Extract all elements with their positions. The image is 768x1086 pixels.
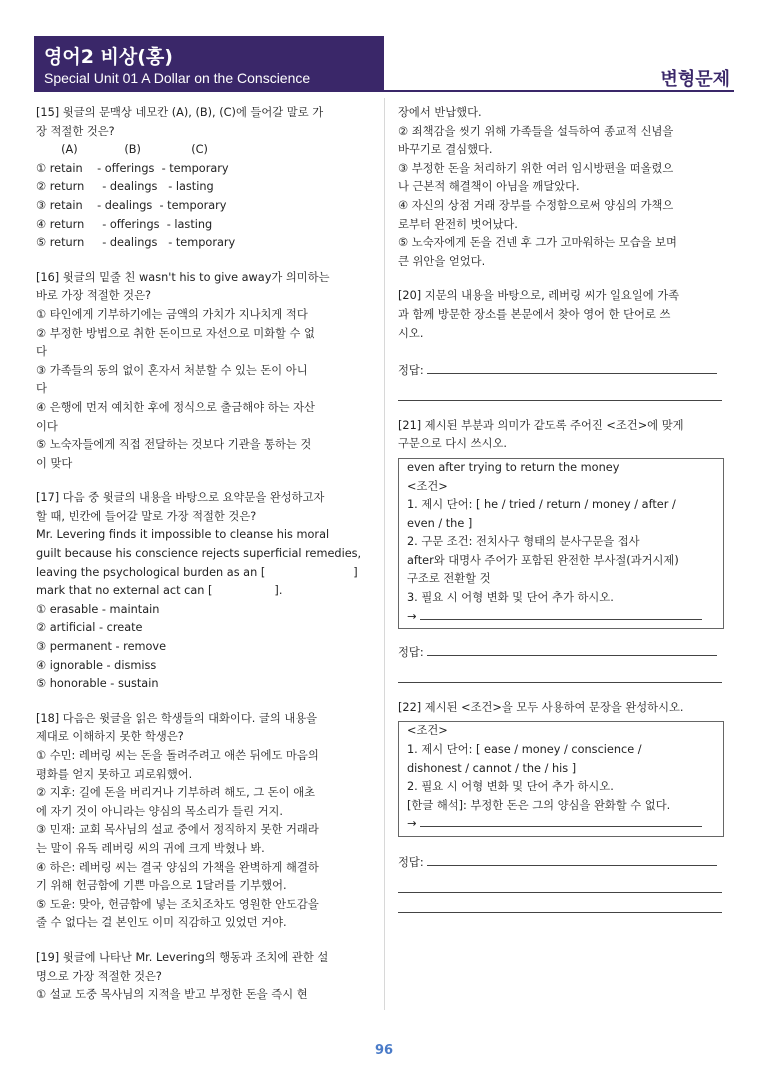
q21-answer-line[interactable] (427, 643, 717, 656)
q19-stem: 명으로 가장 적절한 것은? (36, 969, 162, 983)
q18-line: 에 자기 것이 아니라는 양심의 목소리가 들린 거지. (36, 804, 283, 818)
q22-extra-line-1[interactable] (398, 891, 722, 893)
q16-option: ④ 은행에 먼저 예치한 후에 정식으로 출금해야 하는 자산 (36, 400, 315, 414)
q15-stem: [15] 윗글의 문맥상 네모칸 (A), (B), (C)에 들어갈 말로 가 (36, 106, 324, 119)
q21-box-line: even after trying to return the money (407, 460, 620, 474)
q15-option: ④ return - offerings - lasting (36, 217, 213, 231)
page-number: 96 (374, 1043, 394, 1058)
q16-stem: 바로 가장 적절한 것은? (36, 289, 151, 303)
q22-box-line: 2. 필요 시 어형 변화 및 단어 추가 하시오. (407, 780, 614, 794)
q16-option: 이다 (36, 419, 58, 433)
q17-stem: 할 때, 빈칸에 들어갈 말로 가장 적절한 것은? (36, 509, 257, 523)
q15-option: ② return - dealings - lasting (36, 180, 214, 194)
q19-option: 바꾸기로 결심했다. (398, 143, 493, 157)
q17-option: ④ ignorable - dismiss (36, 658, 157, 672)
q16-option: 다 (36, 345, 47, 359)
q19-option: 장에서 반납했다. (398, 106, 482, 119)
header-section-label: 변형문제 (660, 69, 730, 90)
q18-line: ① 수민: 레버링 씨는 돈을 돌려주려고 애쓴 뒤에도 마음의 (36, 749, 319, 762)
q22-write-line[interactable] (420, 816, 702, 827)
q21-box-line: 구조로 전환할 것 (407, 572, 491, 586)
q16-option: ⑤ 노숙자들에게 직접 전달하는 것보다 기관을 통하는 것 (36, 438, 312, 452)
q21-write-line[interactable] (420, 609, 702, 620)
q22-answer-line[interactable] (427, 853, 717, 866)
q19-option: 나 근본적 해결책이 아님을 깨달았다. (398, 180, 580, 194)
q18-stem: [18] 다음은 윗글을 읽은 학생들의 대화이다. 글의 내용을 (36, 711, 318, 725)
q17-summary: Mr. Levering finds it impossible to cleanse his moral (36, 528, 330, 542)
q17-option: ⑤ honorable - sustain (36, 677, 159, 691)
q19-option: ③ 부정한 돈을 처리하기 위한 여러 임시방편을 떠올렸으 (398, 161, 674, 175)
q22-extra-line-2[interactable] (398, 911, 722, 913)
q20-extra-line[interactable] (398, 399, 722, 401)
q22-stem: [22] 제시된 <조건>을 모두 사용하여 문장을 완성하시오. (398, 700, 684, 714)
q18-line: 기 위해 헌금함에 기쁜 마음으로 1달러를 기부했어. (36, 879, 287, 893)
q18-line: ④ 하은: 레버링 씨는 결국 양심의 가책을 완벽하게 해결하 (36, 860, 319, 874)
q20-stem: 과 함께 방문한 장소를 본문에서 찾아 영어 한 단어로 쓰 (398, 307, 671, 321)
q21-stem: 구문으로 다시 쓰시오. (398, 437, 507, 451)
q19-option: 로부터 완전히 벗어났다. (398, 217, 518, 231)
q17-summary: guilt because his conscience rejects superficial remedies, (36, 547, 362, 561)
q22-box-line: 1. 제시 단어: [ ease / money / conscience / (407, 743, 642, 757)
q22-condition-box (398, 721, 724, 837)
answer-label: 정답: (398, 646, 424, 660)
q16-stem: [16] 윗글의 밑줄 친 wasn't his to give away가 의미하는 (36, 270, 330, 284)
column-divider (384, 98, 385, 1010)
q19-option: 큰 위안을 얻었다. (398, 254, 486, 268)
q21-condition-box (398, 458, 724, 629)
q17-summary: mark that no external act can [ ]. (36, 584, 283, 598)
arrow-icon: → (407, 609, 417, 623)
arrow-icon: → (407, 817, 417, 831)
q16-option: ② 부정한 방법으로 취한 돈이므로 자선으로 미화할 수 없 (36, 326, 315, 340)
header-rule (34, 90, 734, 92)
q21-box-line: 3. 필요 시 어형 변화 및 단어 추가 하시오. (407, 591, 614, 605)
q22-answer-row (398, 853, 732, 873)
q16-option: 이 맞다 (36, 456, 73, 470)
q22-box-line: [한글 해석]: 부정한 돈은 그의 양심을 완화할 수 없다. (407, 798, 671, 812)
q22-arrow-row (407, 815, 715, 834)
answer-label: 정답: (398, 856, 424, 869)
q16-option: 다 (36, 382, 47, 396)
q20-answer-line[interactable] (427, 361, 717, 374)
answer-label: 정답: (398, 364, 424, 378)
q21-box-line: after와 대명사 주어가 포함된 완전한 부사절(과거시제) (407, 553, 679, 567)
q21-answer-row (398, 643, 732, 663)
header-subtitle: Special Unit 01 A Dollar on the Conscience (44, 70, 311, 86)
q19-option: ② 죄책감을 씻기 위해 가족들을 설득하여 종교적 신념을 (398, 124, 674, 138)
q17-option: ① erasable - maintain (36, 602, 160, 616)
q16-option: ① 타인에게 기부하기에는 금액의 가치가 지나치게 적다 (36, 307, 308, 321)
q15-option: ① retain - offerings - temporary (36, 161, 229, 175)
q20-answer-row (398, 361, 732, 381)
q21-box-line: <조건> (407, 479, 448, 493)
q18-line: ⑤ 도윤: 맞아, 헌금함에 넣는 조치조차도 영원한 안도감을 (36, 897, 319, 911)
q17-option: ② artificial - create (36, 621, 143, 635)
q17-option: ③ permanent - remove (36, 640, 167, 654)
right-column (398, 104, 732, 929)
q22-box-line: <조건> (407, 724, 448, 738)
q20-stem: 시오. (398, 326, 424, 340)
left-column (36, 104, 370, 1005)
q19-option: ⑤ 노숙자에게 돈을 건넨 후 그가 고마워하는 모습을 보며 (398, 236, 677, 250)
q21-extra-line[interactable] (398, 681, 722, 683)
q18-line: 평화를 얻지 못하고 괴로워했어. (36, 767, 193, 781)
q18-line: 줄 수 없다는 걸 본인도 이미 직감하고 있었던 거야. (36, 916, 287, 930)
q17-summary: leaving the psychological burden as an [ ] (36, 565, 358, 579)
q16-option: ③ 가족들의 동의 없이 혼자서 처분할 수 있는 돈이 아니 (36, 363, 308, 377)
q21-stem: [21] 제시된 부분과 의미가 같도록 주어진 <조건>에 맞게 (398, 418, 684, 432)
q21-box-line: 2. 구문 조건: 전치사구 형태의 분사구문을 접사 (407, 535, 640, 549)
q19-option: ① 설교 도중 목사님의 지적을 받고 부정한 돈을 즉시 현 (36, 988, 308, 1002)
q21-arrow-row (407, 608, 715, 627)
q22-box-line: dishonest / cannot / the / his ] (407, 761, 577, 775)
q18-line: ③ 민재: 교회 목사님의 설교 중에서 정직하지 못한 거래라 (36, 823, 319, 837)
q15-option: ⑤ return - dealings - temporary (36, 236, 236, 250)
header-title: 영어2 비상(홍) (44, 46, 173, 68)
q21-box-line: even / the ] (407, 516, 473, 530)
q19-stem: [19] 윗글에 나타난 Mr. Levering의 행동과 조치에 관한 설 (36, 950, 329, 964)
q18-stem: 제대로 이해하지 못한 학생은? (36, 730, 184, 744)
q15-stem: 장 적절한 것은? (36, 124, 115, 138)
q21-box-line: 1. 제시 단어: [ he / tried / return / money / after / (407, 498, 676, 512)
q15-option: ③ retain - dealings - temporary (36, 198, 227, 212)
q15-abc-header: (A) (B) (C) (36, 143, 208, 157)
q18-line: 는 말이 유독 레버링 씨의 귀에 크게 박혔나 봐. (36, 841, 265, 855)
q17-stem: [17] 다음 중 윗글의 내용을 바탕으로 요약문을 완성하고자 (36, 491, 325, 505)
q19-option: ④ 자신의 상점 거래 장부를 수정함으로써 양심의 가책으 (398, 198, 674, 212)
q20-stem: [20] 지문의 내용을 바탕으로, 레버링 씨가 일요일에 가족 (398, 289, 680, 303)
q18-line: ② 지후: 길에 돈을 버리거나 기부하려 해도, 그 돈이 애초 (36, 786, 316, 800)
